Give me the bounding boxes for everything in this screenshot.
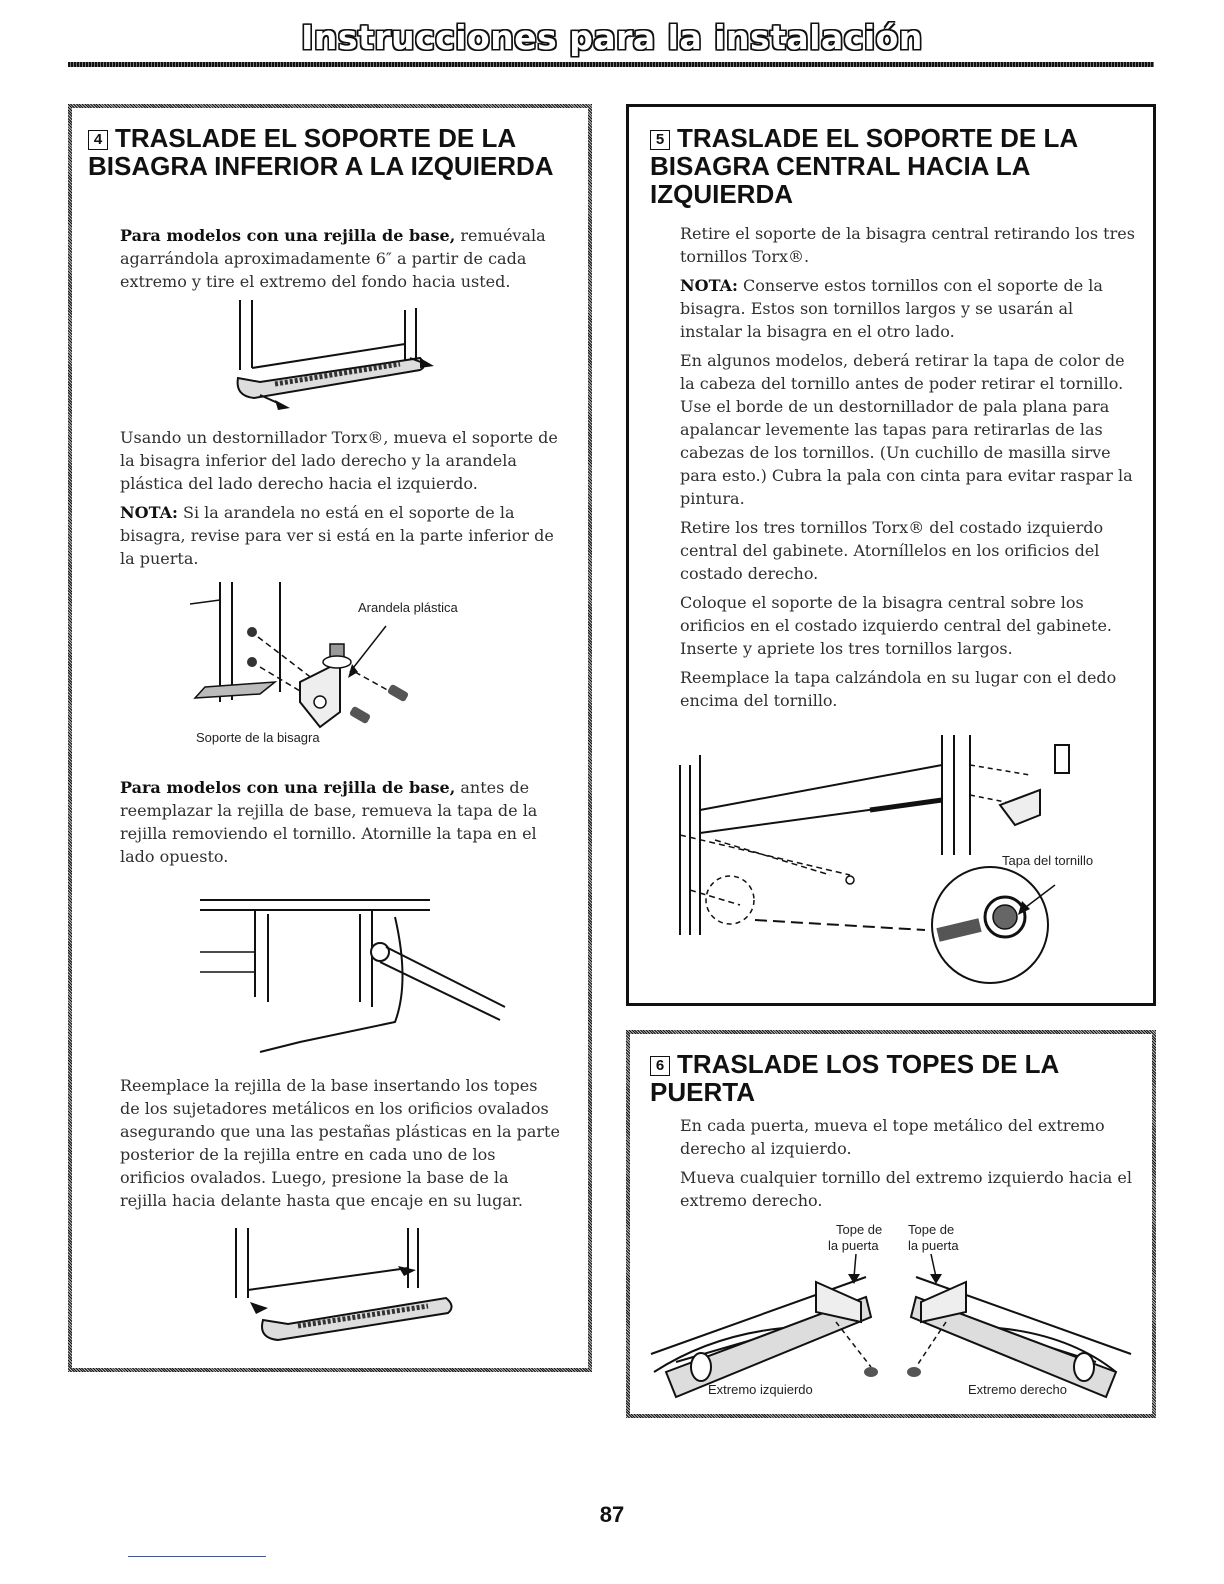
figure-center-hinge bbox=[670, 735, 1130, 995]
step5-note-text: Conserve estos tornillos con el soporte de la bisagra. Estos son tornillos largos y se usarán al instalar la bisagra en el otro lado. bbox=[680, 276, 1103, 341]
step5-number: 5 bbox=[650, 130, 670, 150]
footer-line bbox=[128, 1556, 266, 1557]
figure-replace-grille bbox=[228, 1228, 458, 1348]
step5-p1: Retire el soporte de la bisagra central retirando los tres tornillos Torx®. bbox=[680, 224, 1135, 266]
step4-note-text: Si la arandela no está en el soporte de la bisagra, revise para ver si está en la parte inferior de la puerta. bbox=[120, 503, 554, 568]
step5-heading bbox=[650, 124, 1140, 208]
label-stop-left-2: la puerta bbox=[828, 1238, 879, 1253]
step6-title: TRASLADE LOS TOPES DE LA PUERTA bbox=[650, 1049, 1059, 1107]
step4-body bbox=[120, 426, 560, 576]
label-left-end: Extremo izquierdo bbox=[708, 1382, 813, 1397]
step5-p3: Retire los tres tornillos Torx® del costado izquierdo central del gabinete. Atorníllelos en los orificios del costado derecho. bbox=[680, 518, 1104, 583]
label-bracket: Soporte de la bisagra bbox=[196, 730, 320, 745]
step4-intro bbox=[120, 224, 560, 299]
step4-p3-text: antes de reemplazar la rejilla de base, remueva la tapa de la rejilla removiendo el tornillo. Atornille la tapa en el lado opuesto. bbox=[120, 778, 538, 866]
step5-p5: Reemplace la tapa calzándola en su lugar con el dedo encima del tornillo. bbox=[680, 668, 1117, 710]
step4-p1-text: remuévala agarrándola aproximadamente 6″ a partir de cada extremo y tire el extremo del fondo hacia usted. bbox=[120, 226, 546, 291]
step6-heading bbox=[650, 1050, 1090, 1106]
label-right-end: Extremo derecho bbox=[968, 1382, 1067, 1397]
step5-body bbox=[680, 222, 1140, 718]
figure-grille-screw bbox=[200, 892, 510, 1057]
step6-number: 6 bbox=[650, 1056, 670, 1076]
label-stop-right-2: la puerta bbox=[908, 1238, 959, 1253]
title-rule bbox=[68, 62, 1154, 67]
figure-hinge-bracket bbox=[190, 582, 490, 752]
step4-grille-cap bbox=[120, 776, 560, 874]
step4-note-label: NOTA: bbox=[120, 503, 178, 522]
label-screw-cap: Tapa del tornillo bbox=[1002, 853, 1094, 868]
step6-p2: Mueva cualquier tornillo del extremo izquierdo hacia el extremo derecho. bbox=[680, 1168, 1132, 1210]
step5-p4: Coloque el soporte de la bisagra central sobre los orificios en el costado izquierdo central del gabinete. Inserte y apriete los tres tornillos largos. bbox=[680, 593, 1112, 658]
step6-body bbox=[680, 1114, 1140, 1218]
label-washer: Arandela plástica bbox=[358, 600, 458, 615]
figure-door-stops bbox=[646, 1222, 1136, 1402]
step5-note-label: NOTA: bbox=[680, 276, 738, 295]
step4-p2: Usando un destornillador Torx®, mueva el soporte de la bisagra inferior del lado derecho y la arandela plástica del lado derecho hacia el izquierdo. bbox=[120, 428, 558, 493]
step5-title: TRASLADE EL SOPORTE DE LA BISAGRA CENTRAL HACIA LA IZQUIERDA bbox=[650, 123, 1078, 209]
step4-title: TRASLADE EL SOPORTE DE LA BISAGRA INFERIOR A LA IZQUIERDA bbox=[88, 123, 554, 181]
page-number: 87 bbox=[599, 1502, 625, 1527]
page-title: Instrucciones para la instalación bbox=[301, 18, 923, 57]
step4-p3-lead: Para modelos con una rejilla de base, bbox=[120, 778, 456, 797]
label-stop-left-1: Tope de bbox=[836, 1222, 883, 1237]
step4-p1-lead: Para modelos con una rejilla de base, bbox=[120, 226, 456, 245]
step5-p2: En algunos modelos, deberá retirar la tapa de color de la cabeza del tornillo antes de poder retirar el tornillo. Use el borde de un destornillador de pala plana para apalancar levemente las tapas para retirarlas de las cabezas de los tornillos. (Un cuchillo de masilla sirve para esto.) Cubra la pala con cinta para evitar raspar la pintura. bbox=[680, 351, 1133, 508]
label-stop-right-1: Tope de bbox=[908, 1222, 955, 1237]
step4-closing bbox=[120, 1074, 560, 1218]
step6-p1: En cada puerta, mueva el tope metálico del extremo derecho al izquierdo. bbox=[680, 1116, 1105, 1158]
figure-remove-grille bbox=[220, 300, 440, 415]
step4-number: 4 bbox=[88, 130, 108, 150]
step4-p4: Reemplace la rejilla de la base insertando los topes de los sujetadores metálicos en los orificios ovalados asegurando que una las pestañas plásticas en la parte posterior de la rejilla entre en cada uno de los orificios ovalados. Luego, presione la base de la rejilla hacia delante hasta que encaje en su lugar. bbox=[120, 1076, 560, 1210]
step4-heading bbox=[88, 124, 578, 180]
